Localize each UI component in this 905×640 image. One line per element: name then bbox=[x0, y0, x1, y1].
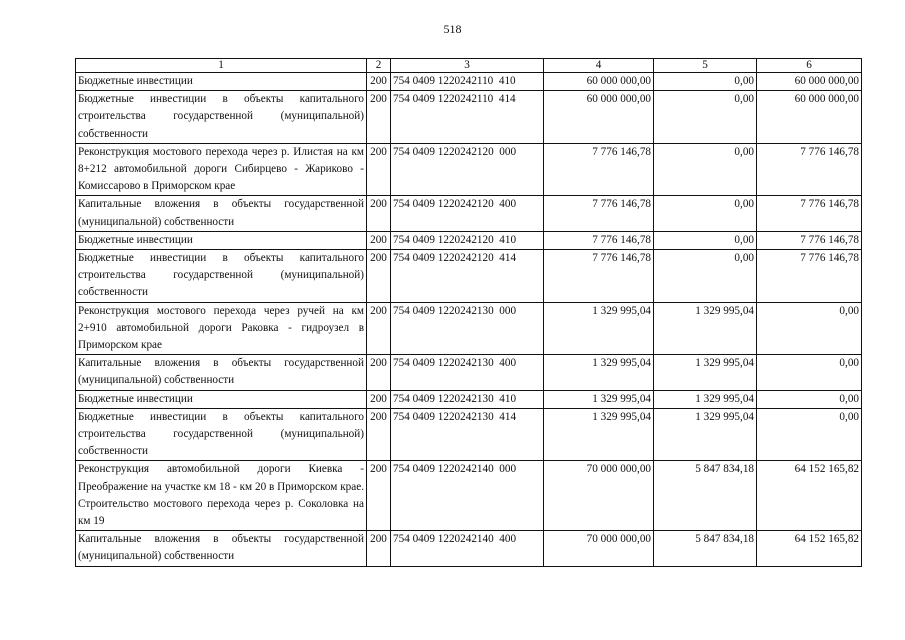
item-name: Бюджетные инвестиции bbox=[76, 231, 367, 249]
item-name: Бюджетные инвестиции в объекты капитального строительства государственной (муниципальной) собственности bbox=[76, 250, 367, 303]
column-header: 5 bbox=[654, 59, 757, 73]
amount-col5: 5 847 834,18 bbox=[654, 461, 757, 531]
section-code: 200 bbox=[367, 143, 391, 196]
amount-col5: 0,00 bbox=[654, 231, 757, 249]
amount-col4: 60 000 000,00 bbox=[544, 73, 654, 91]
amount-col4: 7 776 146,78 bbox=[544, 143, 654, 196]
table-row bbox=[76, 143, 862, 196]
amount-col4: 7 776 146,78 bbox=[544, 250, 654, 303]
table-row bbox=[76, 73, 862, 91]
amount-col4: 7 776 146,78 bbox=[544, 231, 654, 249]
item-name: Реконструкция автомобильной дороги Киевка - Преображение на участке км 18 - км 20 в Приморском крае. Строительство мостового перехода через р. Соколовка на км 19 bbox=[76, 461, 367, 531]
column-header: 2 bbox=[367, 59, 391, 73]
section-code: 200 bbox=[367, 531, 391, 566]
budget-code: 754 0409 1220242120 000 bbox=[391, 143, 544, 196]
section-code: 200 bbox=[367, 250, 391, 303]
table-row bbox=[76, 408, 862, 461]
table-row bbox=[76, 196, 862, 231]
header-row bbox=[76, 59, 862, 73]
section-code: 200 bbox=[367, 461, 391, 531]
amount-col6: 0,00 bbox=[757, 390, 862, 408]
budget-code: 754 0409 1220242120 414 bbox=[391, 250, 544, 303]
budget-code: 754 0409 1220242140 000 bbox=[391, 461, 544, 531]
amount-col4: 70 000 000,00 bbox=[544, 531, 654, 566]
budget-code: 754 0409 1220242120 400 bbox=[391, 196, 544, 231]
section-code: 200 bbox=[367, 196, 391, 231]
item-name: Бюджетные инвестиции bbox=[76, 390, 367, 408]
amount-col6: 60 000 000,00 bbox=[757, 73, 862, 91]
page-number: 518 bbox=[443, 22, 462, 36]
amount-col4: 1 329 995,04 bbox=[544, 390, 654, 408]
table-row bbox=[76, 250, 862, 303]
amount-col6: 0,00 bbox=[757, 408, 862, 461]
amount-col6: 7 776 146,78 bbox=[757, 231, 862, 249]
budget-code: 754 0409 1220242140 400 bbox=[391, 531, 544, 566]
budget-code: 754 0409 1220242130 414 bbox=[391, 408, 544, 461]
section-code: 200 bbox=[367, 73, 391, 91]
table-row bbox=[76, 231, 862, 249]
amount-col5: 0,00 bbox=[654, 91, 757, 144]
item-name: Бюджетные инвестиции bbox=[76, 73, 367, 91]
budget-code: 754 0409 1220242130 400 bbox=[391, 355, 544, 390]
amount-col6: 7 776 146,78 bbox=[757, 196, 862, 231]
amount-col6: 7 776 146,78 bbox=[757, 250, 862, 303]
section-code: 200 bbox=[367, 390, 391, 408]
section-code: 200 bbox=[367, 91, 391, 144]
amount-col6: 64 152 165,82 bbox=[757, 531, 862, 566]
amount-col4: 7 776 146,78 bbox=[544, 196, 654, 231]
amount-col6: 0,00 bbox=[757, 302, 862, 355]
table-row bbox=[76, 302, 862, 355]
column-header: 4 bbox=[544, 59, 654, 73]
amount-col4: 60 000 000,00 bbox=[544, 91, 654, 144]
item-name: Капитальные вложения в объекты государственной (муниципальной) собственности bbox=[76, 531, 367, 566]
column-header: 6 bbox=[757, 59, 862, 73]
amount-col5: 0,00 bbox=[654, 196, 757, 231]
amount-col6: 64 152 165,82 bbox=[757, 461, 862, 531]
budget-code: 754 0409 1220242110 414 bbox=[391, 91, 544, 144]
item-name: Бюджетные инвестиции в объекты капитального строительства государственной (муниципальной) собственности bbox=[76, 91, 367, 144]
budget-code: 754 0409 1220242130 000 bbox=[391, 302, 544, 355]
table-row bbox=[76, 531, 862, 566]
amount-col4: 1 329 995,04 bbox=[544, 408, 654, 461]
table-row bbox=[76, 390, 862, 408]
section-code: 200 bbox=[367, 355, 391, 390]
section-code: 200 bbox=[367, 408, 391, 461]
table-row bbox=[76, 91, 862, 144]
item-name: Бюджетные инвестиции в объекты капитального строительства государственной (муниципальной) собственности bbox=[76, 408, 367, 461]
amount-col6: 7 776 146,78 bbox=[757, 143, 862, 196]
amount-col4: 1 329 995,04 bbox=[544, 355, 654, 390]
table-row bbox=[76, 461, 862, 531]
item-name: Реконструкция мостового перехода через р. Илистая на км 8+212 автомобильной дороги Сибирцево - Жариково - Комиссарово в Приморском крае bbox=[76, 143, 367, 196]
budget-code: 754 0409 1220242110 410 bbox=[391, 73, 544, 91]
amount-col5: 0,00 bbox=[654, 73, 757, 91]
budget-code: 754 0409 1220242130 410 bbox=[391, 390, 544, 408]
budget-table bbox=[75, 58, 862, 567]
amount-col4: 70 000 000,00 bbox=[544, 461, 654, 531]
amount-col5: 0,00 bbox=[654, 250, 757, 303]
amount-col5: 1 329 995,04 bbox=[654, 390, 757, 408]
amount-col5: 1 329 995,04 bbox=[654, 408, 757, 461]
item-name: Реконструкция мостового перехода через ручей на км 2+910 автомобильной дороги Раковка - гидроузел в Приморском крае bbox=[76, 302, 367, 355]
amount-col6: 60 000 000,00 bbox=[757, 91, 862, 144]
budget-code: 754 0409 1220242120 410 bbox=[391, 231, 544, 249]
amount-col5: 1 329 995,04 bbox=[654, 355, 757, 390]
section-code: 200 bbox=[367, 231, 391, 249]
amount-col5: 1 329 995,04 bbox=[654, 302, 757, 355]
column-header: 1 bbox=[76, 59, 367, 73]
amount-col4: 1 329 995,04 bbox=[544, 302, 654, 355]
table-row bbox=[76, 355, 862, 390]
amount-col5: 0,00 bbox=[654, 143, 757, 196]
amount-col6: 0,00 bbox=[757, 355, 862, 390]
item-name: Капитальные вложения в объекты государственной (муниципальной) собственности bbox=[76, 355, 367, 390]
column-header: 3 bbox=[391, 59, 544, 73]
item-name: Капитальные вложения в объекты государственной (муниципальной) собственности bbox=[76, 196, 367, 231]
section-code: 200 bbox=[367, 302, 391, 355]
amount-col5: 5 847 834,18 bbox=[654, 531, 757, 566]
